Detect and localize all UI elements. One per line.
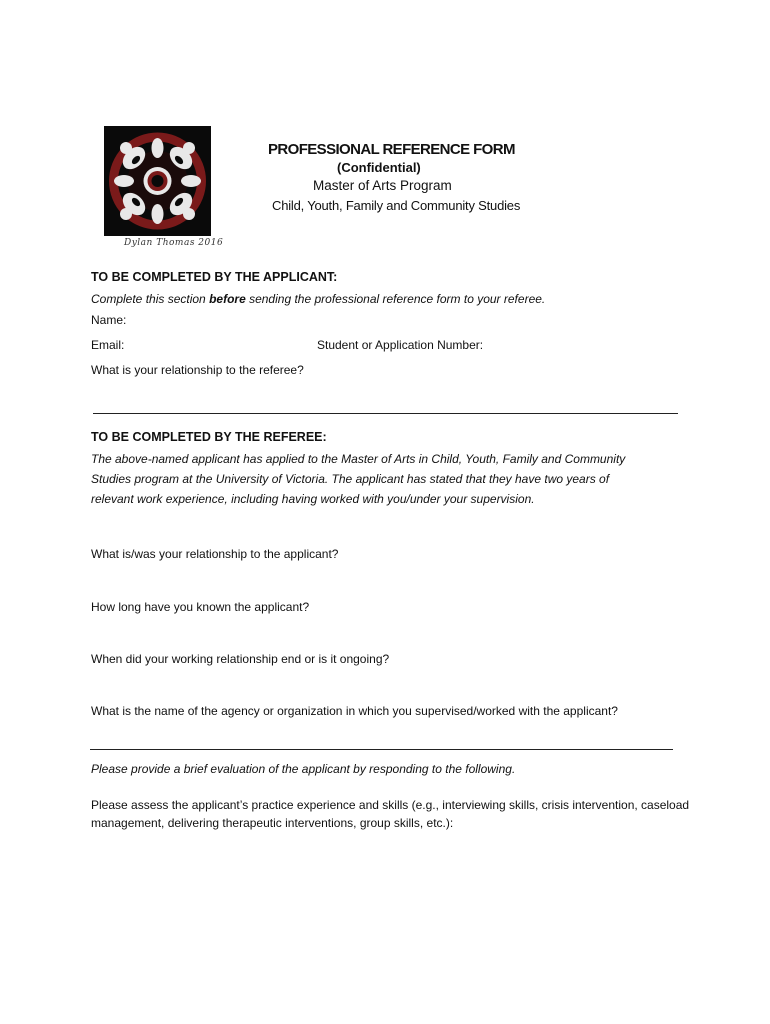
confidential-label: (Confidential) xyxy=(337,160,421,175)
department-name: Child, Youth, Family and Community Studies xyxy=(272,198,521,213)
referee-section-heading: TO BE COMPLETED BY THE REFEREE: xyxy=(91,430,327,444)
relationship-end-question: When did your working relationship end or is it ongoing? xyxy=(91,652,390,666)
practice-skills-question: Please assess the applicant’s practice experience and skills (e.g., interviewing skills, crisis intervention, caseload management, delivering therapeutic interventions, group skills, etc.): xyxy=(91,798,690,830)
email-label: Email: xyxy=(91,338,125,352)
referee-intro-paragraph: The above-named applicant has applied to the Master of Arts in Child, Youth, Family and Community Studies program at the University of Victoria. The applicant has stated that they have two years of relevant work experience, including having worked with you/under your supervision. xyxy=(91,452,626,506)
agency-question: What is the name of the agency or organization in which you supervised/worked with the applicant? xyxy=(91,704,618,718)
applicant-instruction xyxy=(91,292,545,306)
student-number-label: Student or Application Number: xyxy=(317,338,484,352)
evaluation-divider xyxy=(90,749,673,750)
section-divider xyxy=(93,413,678,414)
artist-signature: Dylan Thomas 2016 xyxy=(124,238,224,248)
relationship-to-applicant-question: What is/was your relationship to the applicant? xyxy=(91,547,339,561)
program-name: Master of Arts Program xyxy=(313,178,452,193)
indigenous-art-logo-icon xyxy=(104,126,211,236)
instruction-text: Complete this section xyxy=(91,292,210,306)
name-label: Name: xyxy=(91,313,127,327)
referee-relationship-question: What is your relationship to the referee? xyxy=(91,363,304,377)
evaluation-intro: Please provide a brief evaluation of the applicant by responding to the following. xyxy=(91,762,516,776)
logo xyxy=(104,126,211,236)
instruction-text-end: sending the professional reference form to your referee. xyxy=(245,292,546,306)
applicant-section-heading: TO BE COMPLETED BY THE APPLICANT: xyxy=(91,270,338,284)
known-duration-question: How long have you known the applicant? xyxy=(91,600,310,614)
form-title: PROFESSIONAL REFERENCE FORM xyxy=(268,141,515,158)
instruction-emphasis: before xyxy=(209,292,246,306)
